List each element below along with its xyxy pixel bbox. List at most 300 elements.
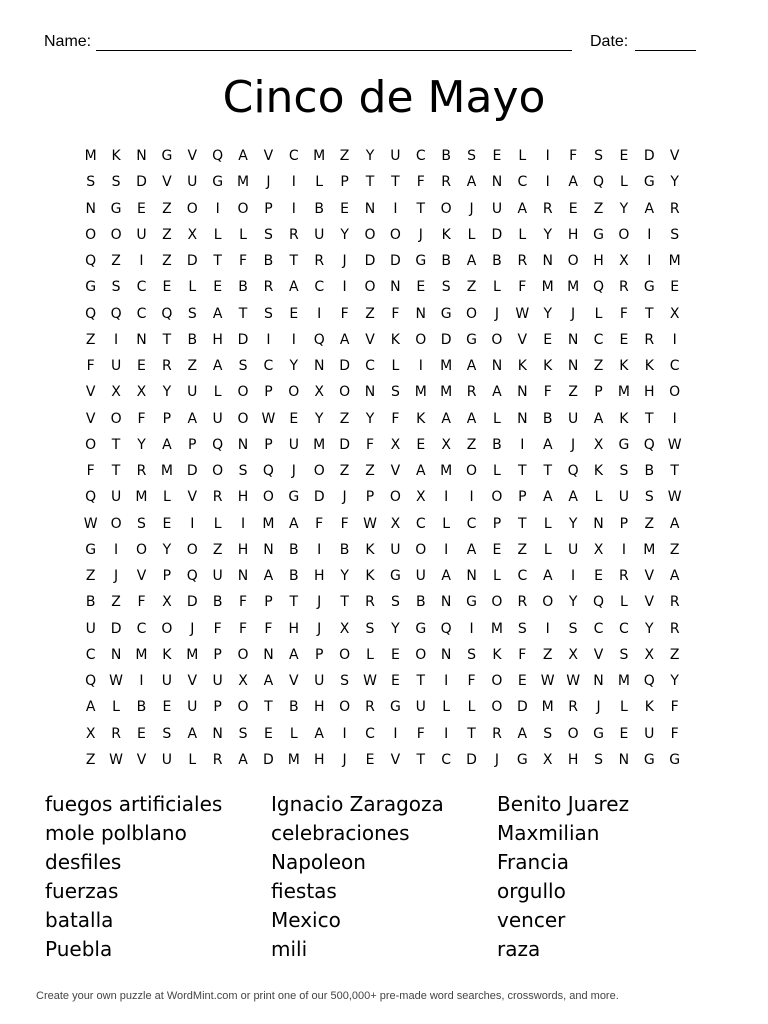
grid-letter[interactable]: I xyxy=(342,725,347,742)
grid-letter[interactable]: U xyxy=(110,358,122,375)
grid-letter[interactable]: I xyxy=(393,200,398,217)
grid-letter[interactable]: O xyxy=(161,620,173,637)
grid-letter[interactable]: Z xyxy=(669,646,680,663)
grid-letter[interactable]: F xyxy=(86,358,95,375)
grid-letter[interactable]: U xyxy=(567,541,579,558)
grid-letter[interactable]: S xyxy=(111,174,121,191)
grid-letter[interactable]: J xyxy=(342,489,347,506)
grid-letter[interactable]: V xyxy=(136,751,147,768)
grid-letter[interactable]: X xyxy=(415,489,426,506)
grid-letter[interactable]: P xyxy=(340,174,349,191)
grid-letter[interactable]: D xyxy=(136,174,147,191)
grid-letter[interactable]: E xyxy=(568,200,578,217)
grid-letter[interactable]: A xyxy=(238,751,248,768)
grid-letter[interactable]: Y xyxy=(391,620,400,637)
grid-letter[interactable]: L xyxy=(391,358,400,375)
grid-letter[interactable]: F xyxy=(239,620,248,637)
grid-letter[interactable]: D xyxy=(389,253,401,270)
grid-letter[interactable]: S xyxy=(467,148,476,165)
grid-letter[interactable]: X xyxy=(390,436,401,453)
grid-letter[interactable]: S xyxy=(86,174,96,191)
grid-letter[interactable]: M xyxy=(313,148,326,165)
grid-letter[interactable]: K xyxy=(416,410,426,427)
grid-letter[interactable]: A xyxy=(542,568,553,585)
grid-letter[interactable]: S xyxy=(238,358,248,375)
grid-letter[interactable]: X xyxy=(619,253,629,270)
grid-letter[interactable]: Z xyxy=(111,594,121,611)
grid-letter[interactable]: N xyxy=(440,646,452,663)
grid-letter[interactable]: H xyxy=(313,699,325,716)
grid-letter[interactable]: I xyxy=(672,410,677,427)
grid-letter[interactable]: V xyxy=(187,148,198,165)
grid-letter[interactable]: U xyxy=(491,200,503,217)
grid-letter[interactable]: E xyxy=(416,436,426,453)
grid-letter[interactable]: E xyxy=(619,725,629,742)
grid-letter[interactable]: I xyxy=(291,200,296,217)
grid-letter[interactable]: O xyxy=(389,226,401,243)
grid-letter[interactable]: Z xyxy=(162,200,172,217)
grid-letter[interactable]: P xyxy=(264,200,273,217)
grid-letter[interactable]: N xyxy=(542,253,553,270)
grid-letter[interactable]: S xyxy=(543,725,553,742)
grid-letter[interactable]: N xyxy=(567,331,579,348)
grid-letter[interactable]: K xyxy=(441,226,451,243)
grid-letter[interactable]: K xyxy=(543,358,553,375)
grid-letter[interactable]: S xyxy=(594,751,603,768)
grid-letter[interactable]: J xyxy=(291,463,296,480)
grid-letter[interactable]: W xyxy=(261,410,276,427)
grid-letter[interactable]: H xyxy=(567,226,579,243)
grid-letter[interactable]: L xyxy=(112,699,120,716)
grid-letter[interactable]: H xyxy=(313,751,325,768)
grid-letter[interactable]: O xyxy=(415,331,427,348)
grid-letter[interactable]: R xyxy=(314,253,325,270)
grid-letter[interactable]: H xyxy=(567,751,579,768)
grid-letter[interactable]: S xyxy=(238,463,248,480)
grid-letter[interactable]: A xyxy=(568,174,578,191)
grid-letter[interactable]: R xyxy=(365,594,375,611)
grid-letter[interactable]: C xyxy=(263,358,274,375)
grid-letter[interactable]: E xyxy=(162,279,172,296)
grid-letter[interactable]: D xyxy=(186,594,198,611)
grid-letter[interactable]: T xyxy=(289,594,299,611)
grid-letter[interactable]: R xyxy=(542,200,553,217)
grid-letter[interactable]: O xyxy=(415,541,427,558)
grid-letter[interactable]: P xyxy=(162,410,172,427)
grid-letter[interactable]: F xyxy=(467,673,476,690)
grid-letter[interactable]: O xyxy=(110,515,122,532)
grid-letter[interactable]: S xyxy=(644,489,654,506)
grid-letter[interactable]: C xyxy=(415,515,426,532)
grid-letter[interactable]: G xyxy=(643,279,655,296)
grid-letter[interactable]: C xyxy=(136,305,147,322)
grid-letter[interactable]: M xyxy=(236,174,250,191)
grid-letter[interactable]: L xyxy=(518,226,527,243)
grid-letter[interactable]: I xyxy=(545,174,550,191)
grid-letter[interactable]: M xyxy=(313,436,326,453)
grid-letter[interactable]: I xyxy=(317,541,322,558)
grid-letter[interactable]: S xyxy=(568,620,578,637)
grid-letter[interactable]: A xyxy=(187,410,198,427)
grid-letter[interactable]: M xyxy=(567,279,580,296)
grid-letter[interactable]: X xyxy=(441,436,451,453)
grid-letter[interactable]: D xyxy=(491,226,503,243)
grid-letter[interactable]: R xyxy=(111,725,121,742)
grid-letter[interactable]: Q xyxy=(85,489,97,506)
grid-letter[interactable]: L xyxy=(188,279,197,296)
grid-letter[interactable]: O xyxy=(85,226,97,243)
grid-letter[interactable]: D xyxy=(313,489,325,506)
grid-letter[interactable]: Y xyxy=(670,174,679,191)
grid-letter[interactable]: A xyxy=(212,358,223,375)
grid-letter[interactable]: Y xyxy=(365,148,375,165)
grid-letter[interactable]: P xyxy=(213,699,222,716)
grid-letter[interactable]: E xyxy=(137,200,146,217)
grid-letter[interactable]: B xyxy=(212,594,223,611)
grid-letter[interactable]: O xyxy=(491,673,503,690)
grid-letter[interactable]: G xyxy=(85,541,97,558)
grid-letter[interactable]: T xyxy=(111,463,121,480)
grid-letter[interactable]: B xyxy=(314,200,325,217)
grid-letter[interactable]: X xyxy=(162,594,172,611)
grid-letter[interactable]: S xyxy=(111,279,121,296)
grid-letter[interactable]: H xyxy=(212,331,223,348)
grid-letter[interactable]: K xyxy=(644,358,654,375)
grid-letter[interactable]: Y xyxy=(619,200,629,217)
grid-letter[interactable]: O xyxy=(313,463,325,480)
grid-letter[interactable]: A xyxy=(289,646,299,663)
grid-letter[interactable]: V xyxy=(136,568,147,585)
grid-letter[interactable]: E xyxy=(416,279,426,296)
grid-letter[interactable]: G xyxy=(110,200,122,217)
grid-letter[interactable]: N xyxy=(415,305,427,322)
grid-letter[interactable]: K xyxy=(365,541,375,558)
grid-letter[interactable]: A xyxy=(517,725,528,742)
grid-letter[interactable]: H xyxy=(593,253,604,270)
grid-letter[interactable]: L xyxy=(594,305,603,322)
grid-letter[interactable]: B xyxy=(415,594,426,611)
grid-letter[interactable]: V xyxy=(187,489,198,506)
grid-letter[interactable]: L xyxy=(493,410,501,427)
grid-letter[interactable]: E xyxy=(517,673,527,690)
grid-letter[interactable]: U xyxy=(567,410,579,427)
grid-letter[interactable]: E xyxy=(390,673,400,690)
grid-letter[interactable]: G xyxy=(85,279,97,296)
grid-letter[interactable]: M xyxy=(541,279,554,296)
grid-letter[interactable]: K xyxy=(619,410,629,427)
grid-letter[interactable]: U xyxy=(212,673,223,690)
grid-letter[interactable]: Z xyxy=(85,331,96,348)
grid-letter[interactable]: I xyxy=(444,541,449,558)
grid-letter[interactable]: N xyxy=(593,673,604,690)
grid-letter[interactable]: A xyxy=(314,725,324,742)
grid-letter[interactable]: Z xyxy=(466,436,477,453)
grid-letter[interactable]: O xyxy=(618,226,630,243)
grid-letter[interactable]: K xyxy=(619,358,629,375)
grid-letter[interactable]: R xyxy=(441,174,452,191)
grid-letter[interactable]: G xyxy=(389,568,401,585)
grid-letter[interactable]: R xyxy=(492,725,502,742)
grid-letter[interactable]: Z xyxy=(339,463,350,480)
grid-letter[interactable]: G xyxy=(516,751,528,768)
grid-letter[interactable]: O xyxy=(567,725,579,742)
grid-letter[interactable]: J xyxy=(418,226,423,243)
grid-letter[interactable]: U xyxy=(136,226,147,243)
grid-letter[interactable]: W xyxy=(363,673,377,690)
grid-letter[interactable]: A xyxy=(85,699,96,716)
grid-letter[interactable]: Y xyxy=(670,673,679,690)
grid-letter[interactable]: S xyxy=(365,620,375,637)
grid-letter[interactable]: T xyxy=(518,515,527,532)
grid-letter[interactable]: R xyxy=(568,699,578,716)
grid-letter[interactable]: C xyxy=(314,279,325,296)
grid-letter[interactable]: B xyxy=(289,541,299,558)
grid-letter[interactable]: F xyxy=(264,620,273,637)
grid-letter[interactable]: O xyxy=(339,646,351,663)
grid-letter[interactable]: S xyxy=(162,725,172,742)
grid-letter[interactable]: X xyxy=(339,620,350,637)
grid-letter[interactable]: Q xyxy=(643,673,655,690)
grid-letter[interactable]: W xyxy=(109,751,123,768)
grid-letter[interactable]: N xyxy=(263,541,274,558)
grid-letter[interactable]: Q xyxy=(85,253,97,270)
grid-letter[interactable]: J xyxy=(266,174,271,191)
grid-letter[interactable]: M xyxy=(186,646,199,663)
grid-letter[interactable]: M xyxy=(135,489,148,506)
grid-letter[interactable]: I xyxy=(291,331,296,348)
grid-letter[interactable]: O xyxy=(339,699,351,716)
grid-letter[interactable]: I xyxy=(342,279,347,296)
grid-letter[interactable]: G xyxy=(415,253,427,270)
grid-letter[interactable]: E xyxy=(162,699,172,716)
grid-letter[interactable]: K xyxy=(517,358,527,375)
grid-letter[interactable]: V xyxy=(263,148,274,165)
grid-letter[interactable]: Z xyxy=(162,226,172,243)
grid-letter[interactable]: R xyxy=(263,279,274,296)
grid-letter[interactable]: H xyxy=(288,620,300,637)
grid-letter[interactable]: T xyxy=(111,436,121,453)
grid-letter[interactable]: W xyxy=(540,673,555,690)
grid-letter[interactable]: L xyxy=(543,515,552,532)
grid-letter[interactable]: E xyxy=(390,646,400,663)
grid-letter[interactable]: V xyxy=(644,568,655,585)
grid-letter[interactable]: W xyxy=(363,515,377,532)
grid-letter[interactable]: B xyxy=(187,331,198,348)
grid-letter[interactable]: N xyxy=(491,174,503,191)
grid-letter[interactable]: P xyxy=(264,384,273,401)
grid-letter[interactable]: Z xyxy=(339,148,350,165)
grid-letter[interactable]: Y xyxy=(289,358,299,375)
grid-letter[interactable]: N xyxy=(364,384,376,401)
grid-letter[interactable]: V xyxy=(644,594,655,611)
grid-letter[interactable]: C xyxy=(517,568,528,585)
grid-letter[interactable]: M xyxy=(617,673,630,690)
grid-letter[interactable]: X xyxy=(568,646,578,663)
grid-letter[interactable]: V xyxy=(187,673,198,690)
grid-letter[interactable]: T xyxy=(416,673,426,690)
grid-letter[interactable]: O xyxy=(212,463,224,480)
grid-letter[interactable]: N xyxy=(517,384,528,401)
grid-letter[interactable]: A xyxy=(162,436,172,453)
grid-letter[interactable]: T xyxy=(162,331,172,348)
grid-letter[interactable]: G xyxy=(466,331,477,348)
grid-letter[interactable]: I xyxy=(469,620,474,637)
grid-letter[interactable]: Z xyxy=(339,410,350,427)
grid-letter[interactable]: E xyxy=(365,751,375,768)
grid-letter[interactable]: A xyxy=(542,489,553,506)
grid-letter[interactable]: L xyxy=(619,174,628,191)
grid-letter[interactable]: U xyxy=(161,673,172,690)
grid-letter[interactable]: T xyxy=(670,463,679,480)
grid-letter[interactable]: O xyxy=(415,646,427,663)
grid-letter[interactable]: C xyxy=(85,646,96,663)
grid-letter[interactable]: D xyxy=(339,436,350,453)
grid-letter[interactable]: I xyxy=(114,331,119,348)
grid-letter[interactable]: L xyxy=(493,463,501,480)
grid-letter[interactable]: E xyxy=(670,279,680,296)
grid-letter[interactable]: N xyxy=(237,436,249,453)
grid-letter[interactable]: D xyxy=(643,148,655,165)
grid-letter[interactable]: I xyxy=(317,305,322,322)
grid-letter[interactable]: L xyxy=(493,568,501,585)
grid-letter[interactable]: S xyxy=(619,463,629,480)
grid-letter[interactable]: S xyxy=(441,279,451,296)
grid-letter[interactable]: Z xyxy=(162,253,172,270)
grid-letter[interactable]: I xyxy=(647,253,652,270)
grid-letter[interactable]: B xyxy=(238,279,248,296)
grid-letter[interactable]: F xyxy=(340,515,349,532)
grid-letter[interactable]: Q xyxy=(110,305,122,322)
grid-letter[interactable]: A xyxy=(466,174,477,191)
grid-letter[interactable]: U xyxy=(212,410,223,427)
grid-letter[interactable]: M xyxy=(135,646,148,663)
grid-letter[interactable]: N xyxy=(364,200,376,217)
grid-letter[interactable]: E xyxy=(492,148,502,165)
grid-letter[interactable]: Y xyxy=(162,384,172,401)
grid-letter[interactable]: T xyxy=(238,305,248,322)
grid-letter[interactable]: B xyxy=(492,436,502,453)
grid-letter[interactable]: N xyxy=(593,515,604,532)
grid-letter[interactable]: A xyxy=(669,568,680,585)
grid-letter[interactable]: S xyxy=(340,673,350,690)
grid-letter[interactable]: S xyxy=(390,594,400,611)
grid-letter[interactable]: V xyxy=(390,463,401,480)
grid-letter[interactable]: M xyxy=(617,384,630,401)
grid-letter[interactable]: E xyxy=(137,725,146,742)
grid-letter[interactable]: E xyxy=(619,331,629,348)
grid-letter[interactable]: Z xyxy=(111,253,121,270)
grid-letter[interactable]: A xyxy=(415,463,426,480)
grid-letter[interactable]: S xyxy=(594,148,603,165)
grid-letter[interactable]: C xyxy=(136,620,147,637)
grid-letter[interactable]: U xyxy=(390,541,401,558)
grid-letter[interactable]: I xyxy=(545,620,550,637)
grid-letter[interactable]: Q xyxy=(212,436,224,453)
grid-letter[interactable]: F xyxy=(137,410,146,427)
grid-letter[interactable]: C xyxy=(517,174,528,191)
grid-letter[interactable]: P xyxy=(264,594,273,611)
grid-letter[interactable]: V xyxy=(162,174,172,191)
grid-letter[interactable]: N xyxy=(440,594,452,611)
grid-letter[interactable]: Y xyxy=(365,410,375,427)
grid-letter[interactable]: G xyxy=(643,751,655,768)
grid-letter[interactable]: Y xyxy=(543,226,552,243)
grid-letter[interactable]: M xyxy=(440,358,453,375)
grid-letter[interactable]: G xyxy=(669,751,681,768)
grid-letter[interactable]: I xyxy=(215,200,220,217)
grid-letter[interactable]: N xyxy=(85,200,96,217)
grid-letter[interactable]: P xyxy=(162,568,172,585)
grid-letter[interactable]: O xyxy=(466,305,478,322)
grid-letter[interactable]: W xyxy=(83,515,98,532)
grid-letter[interactable]: C xyxy=(415,148,426,165)
grid-letter[interactable]: B xyxy=(289,568,299,585)
grid-letter[interactable]: Z xyxy=(593,358,604,375)
grid-letter[interactable]: H xyxy=(237,541,249,558)
grid-letter[interactable]: I xyxy=(469,489,474,506)
grid-letter[interactable]: M xyxy=(287,751,300,768)
grid-letter[interactable]: I xyxy=(291,174,296,191)
grid-letter[interactable]: R xyxy=(669,594,680,611)
grid-letter[interactable]: V xyxy=(289,673,299,690)
grid-letter[interactable]: P xyxy=(594,384,603,401)
grid-letter[interactable]: Z xyxy=(466,279,477,296)
grid-letter[interactable]: B xyxy=(644,463,655,480)
grid-letter[interactable]: O xyxy=(288,384,300,401)
grid-letter[interactable]: Q xyxy=(262,463,274,480)
grid-letter[interactable]: U xyxy=(161,751,172,768)
grid-letter[interactable]: C xyxy=(288,148,299,165)
grid-letter[interactable]: Z xyxy=(85,568,96,585)
grid-letter[interactable]: L xyxy=(442,699,451,716)
grid-letter[interactable]: I xyxy=(139,253,144,270)
grid-letter[interactable]: K xyxy=(111,148,121,165)
grid-letter[interactable]: L xyxy=(594,489,603,506)
grid-letter[interactable]: R xyxy=(466,384,477,401)
grid-letter[interactable]: S xyxy=(238,725,248,742)
grid-letter[interactable]: O xyxy=(237,410,249,427)
grid-letter[interactable]: Q xyxy=(440,620,452,637)
grid-letter[interactable]: S xyxy=(263,226,273,243)
grid-letter[interactable]: L xyxy=(213,515,222,532)
grid-letter[interactable]: N xyxy=(110,646,122,663)
grid-letter[interactable]: P xyxy=(518,489,527,506)
grid-letter[interactable]: E xyxy=(213,279,223,296)
grid-letter[interactable]: Q xyxy=(212,148,224,165)
grid-letter[interactable]: Z xyxy=(365,305,375,322)
grid-letter[interactable]: O xyxy=(237,200,249,217)
grid-letter[interactable]: J xyxy=(571,436,576,453)
grid-letter[interactable]: T xyxy=(213,253,222,270)
grid-letter[interactable]: F xyxy=(86,463,95,480)
grid-letter[interactable]: X xyxy=(136,384,147,401)
grid-letter[interactable]: V xyxy=(85,384,96,401)
grid-letter[interactable]: W xyxy=(515,305,530,322)
grid-letter[interactable]: F xyxy=(670,699,679,716)
grid-letter[interactable]: A xyxy=(263,673,274,690)
grid-letter[interactable]: I xyxy=(444,489,449,506)
grid-letter[interactable]: S xyxy=(187,305,197,322)
grid-letter[interactable]: D xyxy=(339,358,350,375)
grid-letter[interactable]: K xyxy=(593,463,604,480)
grid-letter[interactable]: V xyxy=(593,646,604,663)
grid-letter[interactable]: F xyxy=(137,594,146,611)
grid-letter[interactable]: U xyxy=(415,699,426,716)
grid-letter[interactable]: P xyxy=(264,436,273,453)
grid-letter[interactable]: I xyxy=(418,358,423,375)
grid-letter[interactable]: U xyxy=(618,489,630,506)
grid-letter[interactable]: L xyxy=(162,489,171,506)
